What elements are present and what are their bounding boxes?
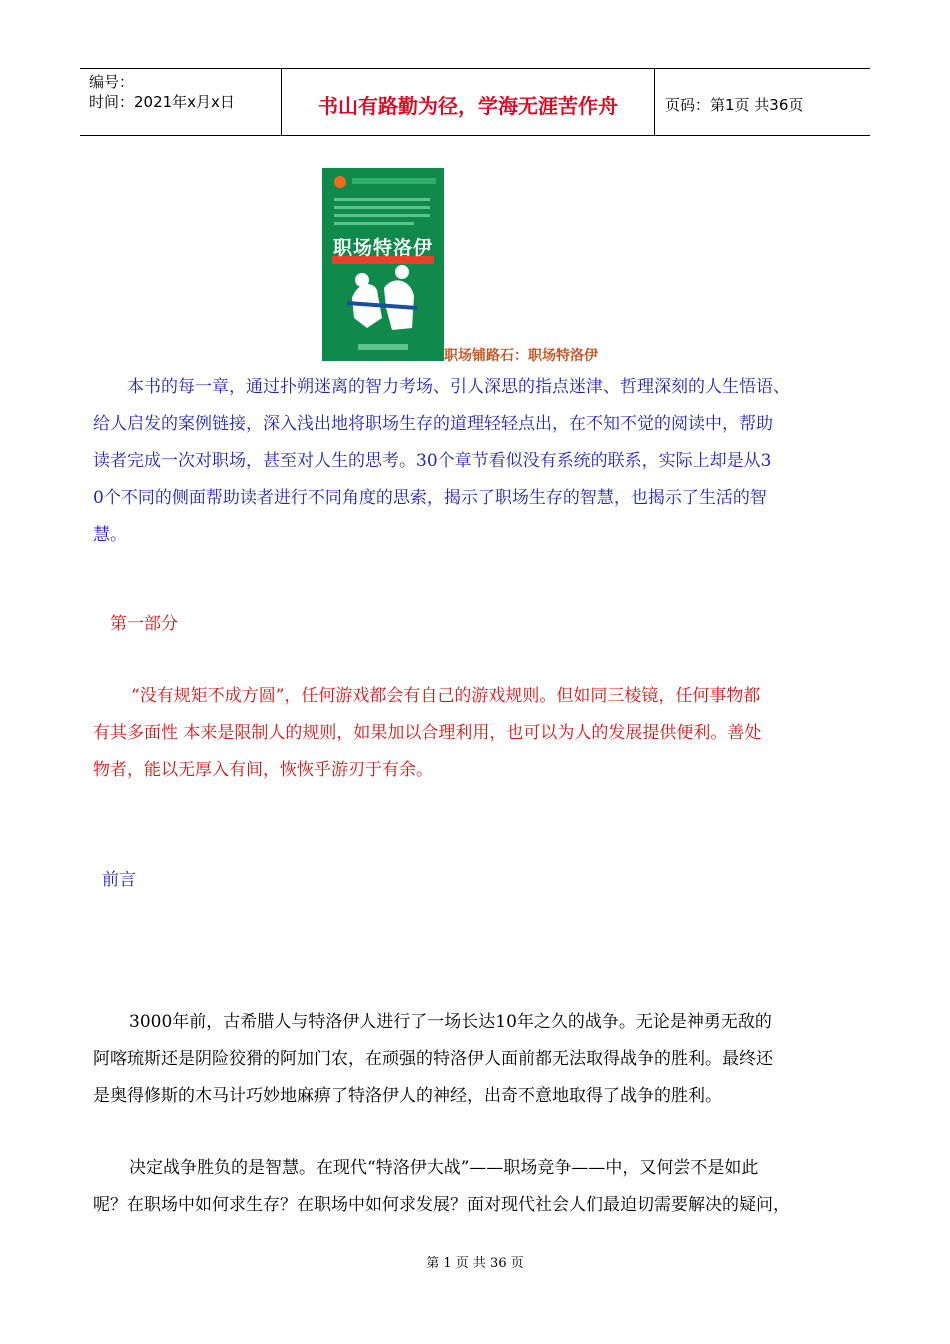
book-cover-art <box>322 168 444 361</box>
part-one-line: 物者，能以无厚入有间，恢恢乎游刃于有余。 <box>93 760 433 780</box>
preface-line: 是奥得修斯的木马计巧妙地麻痹了特洛伊人的神经，出奇不意地取得了战争的胜利。 <box>93 1086 722 1106</box>
intro-line: 给人启发的案例链接，深入浅出地将职场生存的道理轻轻点出，在不知不觉的阅读中，帮助 <box>93 414 773 434</box>
intro-line: 读者完成一次对职场，甚至对人生的思考。30个章节看似没有系统的联系，实际上却是从3 <box>93 451 772 471</box>
header-top-border <box>80 68 870 69</box>
intro-paragraph <box>93 369 873 554</box>
page-info: 页码：第1页 共36页 <box>665 96 804 114</box>
page-footer: 第 1 页 共 36 页 <box>426 1256 524 1271</box>
intro-line: 本书的每一章，通过扑朔迷离的智力考场、引人深思的指点迷津、哲理深刻的人生悟语、 <box>127 377 790 397</box>
part-one-line: 有其多面性 本来是限制人的规则，如果加以合理利用，也可以为人的发展提供便利。善处 <box>93 723 762 743</box>
book-cover-image <box>322 168 444 361</box>
date-line: 时间：2021年x月x日 <box>89 93 235 111</box>
header-bottom-border <box>80 135 870 136</box>
part-one-heading: 第一部分 <box>110 614 178 634</box>
book-caption: 职场铺路石：职场特洛伊 <box>444 348 598 364</box>
intro-line: 0个不同的侧面帮助读者进行不同角度的思索，揭示了职场生存的智慧，也揭示了生活的智 <box>93 488 767 508</box>
header-divider-right <box>654 68 655 136</box>
book-cover-title: 职场特洛伊 <box>332 237 433 259</box>
part-one-paragraph <box>93 678 873 789</box>
part-one-line: “没有规矩不成方圆”，任何游戏都会有自己的游戏规则。但如同三棱镜，任何事物都 <box>131 686 761 706</box>
preface-line: 3000年前，古希腊人与特洛伊人进行了一场长达10年之久的战争。无论是神勇无敌的 <box>129 1012 772 1032</box>
preface-heading: 前言 <box>102 870 136 890</box>
preface-paragraph-1 <box>93 1004 873 1115</box>
serial-label: 编号： <box>89 73 135 91</box>
preface-line: 决定战争胜负的是智慧。在现代“特洛伊大战”——职场竞争——中，又何尝不是如此 <box>129 1158 759 1178</box>
intro-line: 慧。 <box>93 525 127 545</box>
preface-paragraph-2 <box>93 1150 873 1224</box>
preface-line: 阿喀琉斯还是阴险狡猾的阿加门农，在顽强的特洛伊人面前都无法取得战争的胜利。最终还 <box>93 1049 773 1069</box>
header-motto: 书山有路勤为径，学海无涯苦作舟 <box>318 94 618 118</box>
preface-line: 呢？在职场中如何求生存？在职场中如何求发展？面对现代社会人们最迫切需要解决的疑问， <box>93 1195 790 1215</box>
